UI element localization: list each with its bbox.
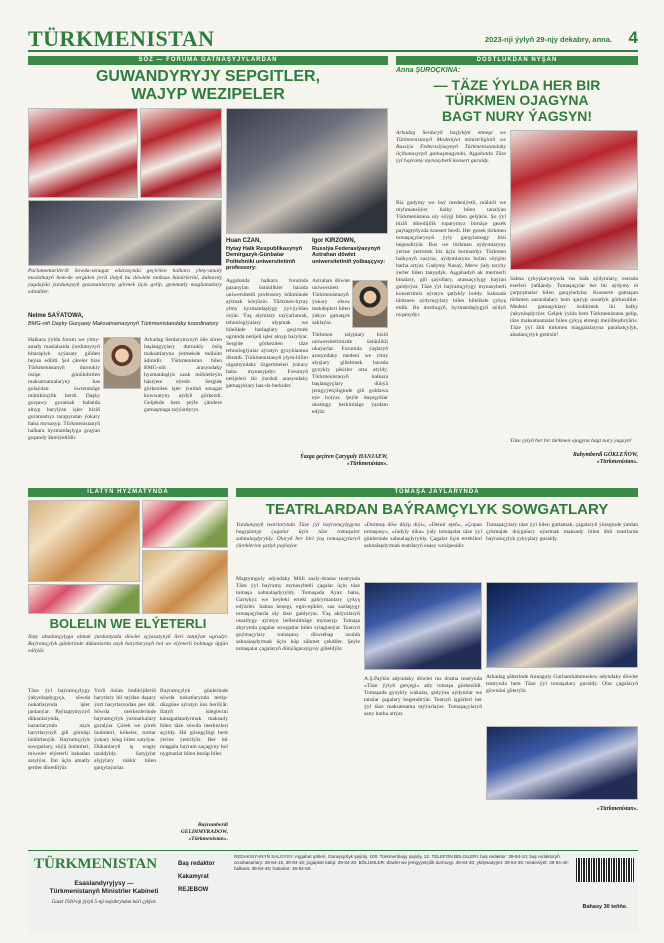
article3-text-col2: Ýerli önüm öndürijileriň harytlary hil taýdan daşary ýurt harytlaryndan pes däl. Söwda merkezlerinde baýramçylyk ýarmarkalary guralýar. Çörek we çörek önümleri, kökeler, tortlar ýokary isleg bilen satylýar. Dükanlaryň iş wagty uzaldyldy. Satyjylar alyjylary mähir bilen garşylaýarlar. [94,688,156,771]
article2-text-col1: Biz gadymy we baý medeniýetli, mähirli we myhmansöýer halky bilen tanalýan Türkmenistana uly söýgi bilen gelýäris. Şu ýyl biziň döredijilik toparymyz birnäçe gezek paýtagtyňyzda konsert berdi. Her gezek türkmen tomaşaçylarynyň ýyly garşylamagy bizi begendirýär. Rus we türkmen aýdymlaryny ýerine ýetirmek biz üçin hormatdyr. Türkmen halkynyň sazyna, aýdymlaryna bolan söýgim barha artýar. Gadymy Nusaý, Merw ýaly taryhy ýerler bilen tanyşdyk. Aşgabadyň ak mermerli binalary, giň şaýollary, arassaçylygy haýran galdyrýar. Täze ýyl baýramçylygy mynasybetli konsertimiz aýratyn şatlykly boldy. Sahnada türkmen aýdymçylary bilen bilelikde çykyş etdik. Bu dostlugyň, hyzmatdaşlygyň aýdyň nyşanydyr. [396,200,506,318]
section-ribbon-service: ILATYŇ HYZMATYNDA [28,488,228,497]
article2-text-col2: Sahna çykyşlarymyzda rus halk aýdymlary, estrada eserleri ýaňlandy. Tomaşaçylar her bir aýdymy el çarpyşmalar bilen garşyladylar. Konserte gatnaşan türkmen sazandalary hem ajaýyp ussatlyk görkezdiler. Medeni gatnaşyklary ösdürmek iki halky ýakynlaşdyrýar. Geljek ýylda hem Türkmenistana gelip, täze maksatnamalar bilen çykyş etmegi meýilleşdirýäris. Täze ýyl ähli türkmen maşgalalaryna parahatçylyk, abadançylyk getirsin! [510,276,638,338]
article1-text-col3: Aşgabatda halkara forumda gazanylan üstünlikler barada uniwersitetiň professory hökmünde aýtmak isleýärin. Türkmen-hytaý ylmy hyzmatdaşlygy ýyl-ýyldan ösýär. Ýaş alymlary taýýarlamak, tehnologiýalary alyşmak we bilelikde barlaglary geçirmek ugrunda netijeli işler alnyp barylýar. Sergide görkezilen täze tehnologiýalar aýratyn gyzyklanma döretdi. Türkmenistanyň ylym-bilim ulgamyndaky özgertmeleri ýokary baha mynasypdyr. Forumyň netijeleri iki ýurduň arasyndaky gatnaşyklary has-da berkider. [226,278,308,389]
article1-text-col4a: Astrahan döwlet uniwersiteti Türkmenistanyň ýokary okuw mekdepleri bilen ýakyn gatnaşyk saklaýar. [312,278,350,326]
article3-signature-org: «Türkmenistan». [188,836,228,842]
article1-photo-3 [28,200,222,266]
section-ribbon-forum: SÖZ — FORUMA GATNAŞYJYLARDAN [28,56,388,65]
article1-author2 [226,238,308,272]
footer-editor-firstname: Kakamyrat [178,874,209,880]
article1-author2-name: Huan CZAN, [226,238,261,244]
article1-author1 [28,313,222,327]
section-ribbon-friendship: DOSTLUKDAN NYŞAN [396,56,638,65]
article2-author: Anna ŞUROÇKINA: [396,67,461,74]
article1-author1-role: BMG-niň Daşky Gurşawy Maksatnamasynyň Türkmenistandaky koordinatory [28,320,219,327]
article2-signature [510,452,638,466]
barcode [576,858,634,882]
article1-author3-role: Russiýa Federasiýasynyň Astrahan döwlet uniwersitetiniň ýolbaşçysy: [312,245,386,265]
article3-photo-3 [142,550,228,614]
page-number: 4 [628,28,638,47]
article1-headline-line1: GUWANDYRYJY SEPGITLER, [95,68,321,85]
footer-founder-line2: Türkmenistanyň Ministrler Kabineti [49,888,159,895]
article3-text-col1: Täze ýyl baýramçylygy ýakynlaşdygyça, söwda nokatlarynda işler janlanýar. Paýtagtymyzyň dükanlarynda, bazarlarynda azyk harytlarynyň giň görnüşi hödürlenýär. Baýramçylyk sowgatlary, süýji önümleri, miweler elýeterli bahadan satylýar. Ilat üçin amatly şertler döredilýär. [28,688,90,771]
footer-fine-print: REDAKSIÝANYŇ SALGYSY: Aşgabat şäheri, Garaşsyzlyk şaýoly, 100. Türkmenbaşy şaýoly, 22. TELEFON BELGILERI: baş redaktor: 39-84-10; baş redaktoryň orunbasarlary: 39-84-15, 39-84-16; jogapkär kätip: 39-84-20. BÖLÜMLER: döwlet we jemgyýetçilik durmuşy: 39-84-30; ykdysadyýet: 39-84-35; medeniýet: 39-84-40; halkara: 39-84-45; habarlar: 39-84-50. [234,854,569,871]
article3-photo-1 [28,500,140,582]
article1-author2-role: Hytaý Halk Respublikasynyň Demirgazyk-Günbatar Politehniki uniwersitetiniň professory: [226,245,303,271]
article4-photo-3 [486,726,638,800]
masthead-title: TÜRKMENISTAN [28,26,215,51]
footer-price: Bahasy 30 teňňe. [582,904,628,910]
article2-signature-org: «Türkmenistan». [596,459,638,465]
article2-lead: Arkadag Serdaryň başlyklyk etmegi we Türkmenistanyň Medeniýet ministrliginiň we Russiýa Federasiýasynyň Türkmenistandaky ilçihanasynyň gatnaşmagynda, Aşgabatda Täze ýyl baýramy mynasybetli konsert guraldy. [396,130,506,164]
article4-text-col2: A.Ş.Paýkin adyndaky döwlet rus drama teatrynda «Täze ýylyň gerçegi» atly tomaşa görkezildi. Tomaşada gyzykly wakalar, şadyýan aýdymlar we tanslar çagalary begendirýär. Teatryň işgärleri her ýyl täze maksatnama taýýarlaýar. Tomaşaçylaryň sany barha artýar. [364,676,482,717]
article1-portrait-1 [103,337,141,389]
article3-signature-name: Baýramberdi GELDIMYRADOW, [180,822,228,835]
footer-founded: Gazet 1920-nji ýylyň 5-nji noýabryndan bäri çykýar. [51,900,157,905]
article1-text-col2: Arkadag Serdarymyzyň öňe süren başlangyçlary durnukly ösüş maksatlaryna ýetmekde möhüm ädimdir. Türkmenistan bilen BMG-niň arasyndaky hyzmatdaşlyk uzak möhletleýin häsiýete eýedir. Sergide görkezilen işler ýurduň senagat kuwwatyny aýdyň görkezdi. Geljekde hem şeýle çärelere gatnaşmaga taýýardyrys. [144,337,222,413]
article2-headline-line2: TÜRKMEN OJAGYNA [445,92,589,109]
article1-caption: Parlamentarileriň Sowda-senagat edarasynda geçirilen halkara ylmy-amaly maslahatyň hem-de sergiden ýerli ilatyň bu döwlete mahsus hünärlerini, dabaraly ýagdaýda ýurdumyzyň gazananlaryny görmek üçin gelip, gymmatly maglumatlary edindiler. [28,268,222,295]
article4-signature: «Türkmenistan». [596,806,638,812]
article1-signature-org: «Türkmenistan». [346,461,388,467]
article2-headline-line3: BAGT NURY ÝAGSYN! [441,107,593,124]
article1-text-col1: Halkara ýylda forum we ylmy-amaly maslahatda ýurdumyzyň bitaraplyk syýasaty giňden beýan edildi. Şol çäreler bize Türkmenistanyň durnukly ösüşe gönükdirilen maksatnamalaryny has golaýdan öwrenmäge mümkinçilik berdi. Daşky gurşawy goramak babatda alnyp barylýan işler biziň guramamyz tarapyndan ýokary baha mynasyp. Türkmenistanyň halkara hyzmatdaşlyga goşýan goşandy ähmiýetlidir. [28,337,100,441]
article3-lead: Ilaty abadançylyga almak ýurdumyzda döwlet syýasatynyň ileri tutulýan ugrudyr. Baýramçylyk günlerinde dükanlarda azyk harytlarynyň bol we elýeterli bolmagy üpjün edilýär. [28,634,228,654]
section-ribbon-theatre: TOMAŞA JAÝLARYNDA [236,488,638,497]
article1-headline-line2: WAJYP WEZIPELER [131,85,285,103]
article4-photo-1 [364,582,482,670]
article1-headline [28,68,388,103]
footer-logo: TÜRKMENISTAN [34,856,158,872]
footer-editor-label: Baş redaktor [178,861,215,867]
footer-founder [34,880,174,896]
article4-text-b: Tomaşaçylary täze ýyl bilen gutlamak, çagalaryň ýüreginde ýatdan çykmajak duýgulary oýarmak maksady bilen ähli teatrlarda baýramçylyk çykyşlary guraldy. [486,522,638,542]
article3-headline: BOLELIN WE ELÝETERLI [49,616,207,631]
article1-photo-4 [226,108,388,234]
footer-founder-line1: Esaslandyryjysy — [74,880,134,887]
article2-headline [396,78,638,124]
article1-portrait-2 [352,280,388,328]
article1-signature [296,454,388,468]
article4-text-a: «Durmuş döw düýp diýi», «Demir ejeň», «Çopan tomaşasy», «Jadyly nika» ýaly tomaşalar täze ýyl günlerinde sahnalaşdyryldy. Çagalar üçin ertekileri sahnalaşdyrmak teatrlaryň esasy wezipesidir. [364,522,482,549]
article3-text-col3: Baýramçylyk günlerinde söwda nokatlarynda tertip-düzgüne aýratyn üns berilýär. Ilatyň isleglerini kanagatlandyrmak maksady bilen täze söwda merkezleri açyldy. Hil gözegçiligi berk ýerine ýetirilýär. Her bir maşgala baýram saçagyny bol nygmatlar bilen bezäp biler. [160,688,228,757]
article2-signature-name: Rahymberdi GÖKLEŇOW, [573,452,638,458]
article2-headline-line1: — TÄZE ÝYLDA HER BIR [433,77,601,93]
article2-photo [510,130,638,270]
article3-photo-4 [28,584,140,614]
masthead-date: 2023-nji ýylyň 29-njy dekabry, anna. [484,35,612,44]
article1-signature-name: Ýazga geçiren Çaryguly HANJAEW, [300,454,388,460]
article1-photo-1 [28,108,138,198]
article1-author3-name: Igor KIRZOWN, [312,238,356,244]
article1-photo-2 [140,108,222,198]
article1-text-col4b: Türkmen talyplary biziň uniwersitetimizde üstünlikli okaýarlar. Forumda ýaşlaryň arasyndaky medeni we ylmy alyşlary giňeltmek barada gyzykly pikirler orta atyldy. Türkmenistanyň halkara başlangyçlary dünýä jemgyýetçiliginde giň goldawa eýe bolýar. Şeýle duşuşyklar dostlugy berkitmäge ýardam edýär. [312,332,388,415]
footer-editor-lastname: REJEBOW [178,887,209,893]
article2-caption: Täze ýylyň her bir türkmen ojagyna bagt nury ýagsyn! [510,438,632,444]
article4-headline: TEATRLARDAN BAÝRAMÇYLYK SOWGATLARY [265,501,609,518]
article4-text-col3: Arkadag şäherinde Annaguly Gurbanmämmedow adyndaky döwlet teatrynda hem Täze ýyl tomaşalary guraldy. Olar çagalaryň göwnüni göterýär. [486,674,638,694]
masthead [28,28,638,52]
article1-author3 [312,238,388,265]
article3-signature [160,822,228,843]
article4-text-col1: Magtymguly adyndaky Milli sazly-drama teatrynda Täze ýyl baýramy mynasybetli çagalar üçin täze tomaşa sahnalaşdyryldy. Tomaşada Aýaz baba, Garlykyz we beýleki erteki gahrymanlary çykyş edýärler. Sahna bezegi, egin-eşikler, saz sazlaşygy tomaşaçylarda uly täsir galdyrýar. Ýaş aktýorlaryň ussatlygy aýratyn bellenilmäge mynasyp. Tomaşa ahyrynda çagalar sowgatlar bilen sylaglanýar. Teatryň guýmaçylary tomaşany döwrebap usulda sahnalaşdyrmak üçin köp zähmet çekdiler. Şeýle tomaşalar çagalaryň dünýägaraýşyny giňeldýär. [236,576,360,652]
footer-editor [178,858,228,897]
article4-lead: Ýurdumyzyň teatrlarynda Täze ýyl baýramçylygyna bagyşlanyp çagalar üçin täze tomaşalar sahnalaşdyryldy. Olaryň her biri ýaş tomaşaçylaryň ýüreklerine şatlyk paýlaýar. [236,522,360,549]
article3-photo-2 [142,500,228,548]
article4-photo-2 [486,582,638,668]
article1-author1-name: Nelme SAÝATOWA, [28,313,84,319]
